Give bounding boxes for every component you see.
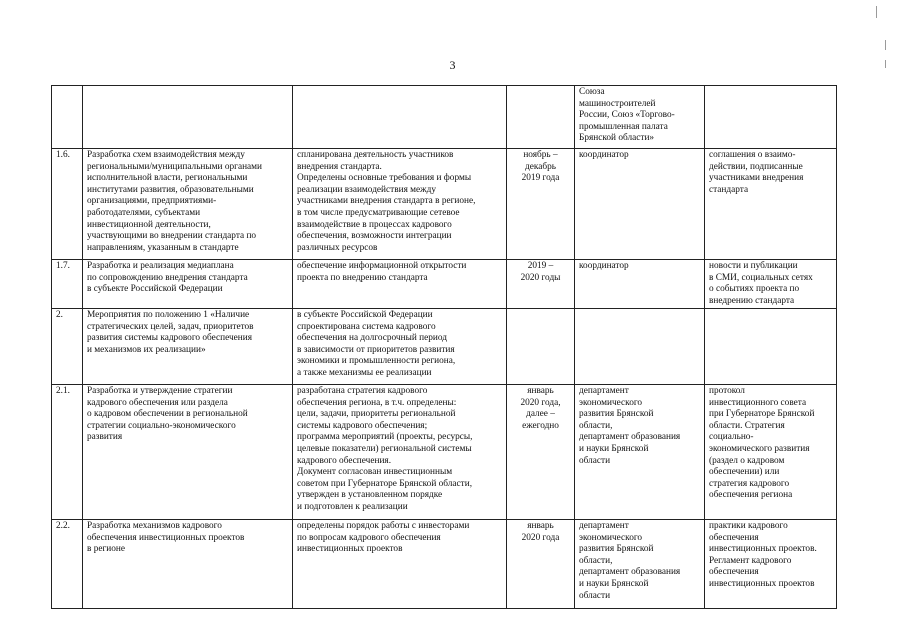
result-cell <box>293 86 507 149</box>
activity-name-cell: Мероприятия по положению 1 «Наличие стратегических целей, задач, приоритетов развития системы кадрового обеспечения и механизмов их реализации» <box>83 309 293 385</box>
row-number-cell <box>52 86 83 149</box>
result-cell: в субъекте Российской Федерации спроектирована система кадрового обеспечения на долгосрочный период в зависимости от приоритетов развития экономики и промышленности региона, а также механизмы ее реализации <box>293 309 507 385</box>
row-number-cell: 2. <box>52 309 83 385</box>
table-row <box>52 520 837 609</box>
activity-name-cell: Разработка механизмов кадрового обеспечения инвестиционных проектов в регионе <box>83 520 293 609</box>
scan-edge-mark <box>876 6 877 18</box>
result-cell: разработана стратегия кадрового обеспечения региона, в т.ч. определены: цели, задачи, приоритеты региональной системы кадрового обеспечения; программа мероприятий (проекты, ресурсы, целевые показатели) региональной системы кадрового обеспечения. Документ согласован инвестиционным советом при Губернаторе Брянской области, утвержден в установленном порядке и подготовлен к реализации <box>293 385 507 520</box>
scan-edge-mark <box>885 40 886 50</box>
table-row <box>52 260 837 309</box>
document-cell <box>705 309 837 385</box>
deadline-cell <box>507 86 575 149</box>
row-number-cell: 2.2. <box>52 520 83 609</box>
row-number-cell: 1.6. <box>52 149 83 260</box>
document-cell: новости и публикации в СМИ, социальных сетях о событиях проекта по внедрению стандарта <box>705 260 837 309</box>
row-number-cell: 2.1. <box>52 385 83 520</box>
deadline-cell: ноябрь – декабрь 2019 года <box>507 149 575 260</box>
deadline-cell: 2019 – 2020 годы <box>507 260 575 309</box>
responsible-cell: Союза машиностроителей России, Союз «Торгово- промышленная палата Брянской области» <box>575 86 705 149</box>
document-cell <box>705 86 837 149</box>
responsible-cell: координатор <box>575 260 705 309</box>
result-cell: спланирована деятельность участников внедрения стандарта. Определены основные требования и формы реализации взаимодействия между участниками внедрения стандарта в регионе, в том числе предусматривающие сетевое взаимодействие в процессах кадрового обеспечения, возможности интеграции различных ресурсов <box>293 149 507 260</box>
page-number: 3 <box>449 58 456 72</box>
responsible-cell: департамент экономического развития Брянской области, департамент образования и науки Брянской области <box>575 520 705 609</box>
deadline-cell: январь 2020 года <box>507 520 575 609</box>
responsible-cell: департамент экономического развития Брянской области, департамент образования и науки Брянской области <box>575 385 705 520</box>
deadline-cell <box>507 309 575 385</box>
activity-name-cell: Разработка и утверждение стратегии кадрового обеспечения или раздела о кадровом обеспечении в региональной стратегии социально-экономического развития <box>83 385 293 520</box>
table-row <box>52 149 837 260</box>
action-plan-table <box>51 85 837 609</box>
activity-name-cell <box>83 86 293 149</box>
result-cell: определены порядок работы с инвесторами по вопросам кадрового обеспечения инвестиционных проектов <box>293 520 507 609</box>
document-cell: практики кадрового обеспечения инвестиционных проектов. Регламент кадрового обеспечения инвестиционных проектов <box>705 520 837 609</box>
table-row <box>52 385 837 520</box>
deadline-cell: январь 2020 года, далее – ежегодно <box>507 385 575 520</box>
document-cell: протокол инвестиционного совета при Губернаторе Брянской области. Стратегия социально- экономического развития (раздел о кадровом обеспечении) или стратегия кадрового обеспечения региона <box>705 385 837 520</box>
row-number-cell: 1.7. <box>52 260 83 309</box>
table-row <box>52 309 837 385</box>
document-cell: соглашения о взаимо- действии, подписанные участниками внедрения стандарта <box>705 149 837 260</box>
activity-name-cell: Разработка схем взаимодействия между региональными/муниципальными органами исполнительной власти, региональными институтами развития, образовательными организациями, предприятиями- работодателями, субъектами инвестиционной деятельности, участвующими во внедрении стандарта по направлениям, указанным в стандарте <box>83 149 293 260</box>
responsible-cell <box>575 309 705 385</box>
table-row <box>52 86 837 149</box>
responsible-cell: координатор <box>575 149 705 260</box>
activity-name-cell: Разработка и реализация медиаплана по сопровождению внедрения стандарта в субъекте Российской Федерации <box>83 260 293 309</box>
result-cell: обеспечение информационной открытости проекта по внедрению стандарта <box>293 260 507 309</box>
